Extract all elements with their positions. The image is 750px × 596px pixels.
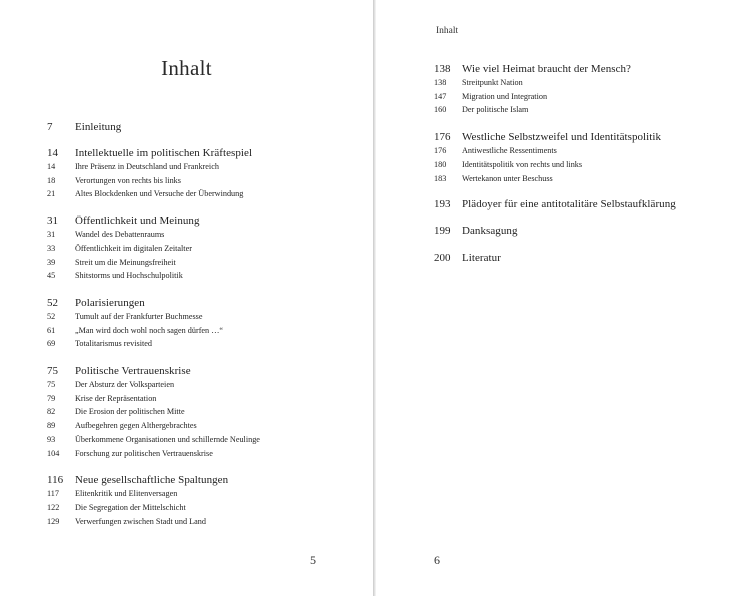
toc-chapter-title: Öffentlichkeit und Meinung — [75, 215, 200, 228]
toc-chapter-title: Westliche Selbstzweifel und Identitätspolitik — [462, 131, 662, 144]
toc-chapter-title: Plädoyer für eine antitotalitäre Selbstaufklärung — [462, 198, 676, 211]
toc-chapter-page: 138 — [434, 63, 451, 75]
toc-subentry[interactable] — [47, 242, 347, 256]
toc-subentry-page: 33 — [47, 243, 56, 253]
toc-chapter-page: 199 — [434, 225, 451, 238]
toc-section — [434, 198, 734, 211]
toc-chapter-page: 193 — [434, 198, 451, 211]
toc-section — [47, 147, 347, 201]
toc-chapter-page: 176 — [434, 131, 451, 144]
page-title: Inhalt — [161, 56, 212, 80]
toc-subentry-page: 52 — [47, 311, 56, 321]
toc-chapter-entry[interactable] — [434, 225, 734, 238]
toc-subentry-title: „Man wird doch wohl noch sagen dürfen …“ — [75, 325, 224, 335]
toc-chapter-page: 75 — [47, 365, 58, 378]
left-page — [0, 0, 373, 596]
toc-chapter-title: Neue gesellschaftliche Spaltungen — [75, 474, 229, 487]
toc-subentry-title: Totalitarismus revisited — [75, 339, 152, 349]
toc-chapter-title: Einleitung — [75, 121, 122, 133]
toc-subentry[interactable] — [47, 228, 347, 242]
toc-subentry-title: Wertekanon unter Beschuss — [462, 173, 553, 183]
toc-chapter-title: Intellektuelle im politischen Kräftespiel — [75, 147, 253, 159]
toc-subentry-page: 21 — [47, 189, 56, 199]
toc-subentry-page: 82 — [47, 407, 56, 417]
toc-subentry[interactable] — [47, 419, 347, 433]
toc-subentry-title: Streitpunkt Nation — [462, 78, 523, 87]
toc-chapter-entry[interactable] — [47, 215, 347, 228]
toc-chapter-page: 31 — [47, 215, 58, 228]
toc-subentry-page: 61 — [47, 325, 56, 335]
toc-subentry[interactable] — [47, 256, 347, 270]
toc-subentry-title: Forschung zur politischen Vertrauenskrise — [75, 448, 213, 458]
toc-right — [434, 63, 734, 265]
toc-subentry-title: Verortungen von rechts bis links — [75, 175, 181, 185]
toc-subentry-page: 45 — [47, 271, 56, 281]
toc-subentry-page: 39 — [47, 257, 56, 267]
toc-chapter-page: 116 — [47, 474, 64, 487]
toc-section — [434, 131, 734, 185]
toc-subentry-page: 14 — [47, 162, 56, 171]
toc-chapter-entry[interactable] — [434, 252, 734, 265]
toc-chapter-title: Literatur — [462, 252, 501, 265]
toc-subentry-page: 75 — [47, 380, 56, 390]
toc-subentry-title: Der politische Islam — [462, 105, 529, 115]
toc-subentry-title: Streit um die Meinungsfreiheit — [75, 257, 176, 267]
toc-chapter-entry[interactable] — [47, 147, 347, 160]
toc-subentry[interactable] — [47, 405, 347, 419]
toc-subentry[interactable] — [434, 76, 734, 90]
toc-subentry-page: 160 — [434, 105, 447, 115]
toc-section — [47, 215, 347, 283]
toc-subentry[interactable] — [47, 310, 347, 324]
toc-subentry-title: Ihre Präsenz in Deutschland und Frankreich — [75, 162, 219, 171]
toc-subentry-page: 104 — [47, 448, 60, 458]
toc-subentry-title: Identitätspolitik von rechts und links — [462, 159, 583, 169]
toc-subentry[interactable] — [47, 187, 347, 201]
toc-subentry-title: Krise der Repräsentation — [75, 393, 157, 403]
toc-subentry[interactable] — [47, 324, 347, 338]
toc-subentry-title: Der Absturz der Volksparteien — [75, 380, 175, 390]
toc-chapter-page: 200 — [434, 252, 451, 265]
toc-subentry-title: Wandel des Debattenraums — [75, 230, 165, 240]
toc-subentry-title: Shitstorms und Hochschulpolitik — [75, 271, 183, 281]
toc-chapter-page: 7 — [47, 121, 53, 133]
page-number-right: 6 — [434, 553, 440, 567]
toc-section — [434, 63, 734, 117]
toc-subentry-title: Verwerfungen zwischen Stadt und Land — [75, 516, 206, 526]
toc-section — [434, 225, 734, 238]
toc-subentry-title: Die Segregation der Mittelschicht — [75, 502, 186, 512]
toc-chapter-entry[interactable] — [434, 131, 734, 144]
toc-subentry[interactable] — [47, 447, 347, 461]
toc-chapter-entry[interactable] — [47, 365, 347, 378]
toc-chapter-entry[interactable] — [434, 63, 734, 76]
toc-subentry[interactable] — [434, 144, 734, 158]
toc-subentry-page: 129 — [47, 516, 60, 526]
toc-subentry-title: Antiwestliche Ressentiments — [462, 146, 557, 156]
toc-chapter-title: Danksagung — [462, 225, 518, 238]
toc-section — [47, 474, 347, 528]
toc-subentry-title: Aufbegehren gegen Althergebrachtes — [75, 421, 197, 431]
toc-subentry[interactable] — [47, 160, 347, 174]
toc-subentry-page: 89 — [47, 421, 56, 431]
toc-chapter-title: Politische Vertrauenskrise — [75, 365, 191, 378]
toc-chapter-entry[interactable] — [47, 297, 347, 310]
toc-subentry-page: 122 — [47, 502, 60, 512]
toc-subentry-title: Öffentlichkeit im digitalen Zeitalter — [75, 243, 192, 253]
toc-section — [47, 121, 347, 134]
toc-chapter-page: 14 — [47, 147, 58, 159]
toc-section — [47, 297, 347, 351]
toc-subentry[interactable] — [434, 158, 734, 172]
toc-subentry[interactable] — [434, 90, 734, 104]
toc-subentry-page: 117 — [47, 489, 59, 499]
toc-section — [434, 252, 734, 265]
toc-subentry[interactable] — [47, 378, 347, 392]
toc-subentry[interactable] — [47, 269, 347, 283]
toc-subentry-title: Migration und Integration — [462, 91, 548, 101]
toc-subentry-page: 138 — [434, 78, 447, 87]
toc-chapter-entry[interactable] — [47, 474, 347, 487]
toc-subentry-page: 69 — [47, 339, 56, 349]
toc-subentry[interactable] — [47, 515, 347, 529]
toc-subentry-page: 93 — [47, 434, 56, 444]
toc-subentry-page: 176 — [434, 146, 447, 156]
toc-subentry-title: Tumult auf der Frankfurter Buchmesse — [75, 311, 203, 321]
toc-subentry-title: Altes Blockdenken und Versuche der Überwindung — [75, 189, 244, 199]
toc-subentry-page: 183 — [434, 173, 447, 183]
toc-subentry[interactable] — [47, 501, 347, 515]
right-page — [376, 0, 750, 596]
toc-subentry-page: 180 — [434, 159, 447, 169]
toc-subentry-page: 147 — [434, 91, 447, 101]
toc-subentry[interactable] — [47, 487, 347, 501]
toc-subentry[interactable] — [47, 174, 347, 188]
toc-subentry-title: Überkommene Organisationen und schillernde Neulinge — [75, 434, 260, 444]
toc-section — [47, 365, 347, 460]
toc-chapter-title: Wie viel Heimat braucht der Mensch? — [462, 63, 631, 75]
toc-subentry-page: 31 — [47, 230, 56, 240]
toc-subentry-title: Elitenkritik und Elitenversagen — [75, 489, 178, 499]
toc-subentry[interactable] — [47, 433, 347, 447]
running-head: Inhalt — [436, 26, 459, 36]
toc-subentry[interactable] — [47, 337, 347, 351]
toc-subentry[interactable] — [47, 392, 347, 406]
toc-subentry-title: Die Erosion der politischen Mitte — [75, 407, 185, 417]
page-number-left: 5 — [310, 553, 316, 567]
toc-subentry-page: 79 — [47, 393, 56, 403]
toc-subentry-page: 18 — [47, 175, 56, 185]
toc-chapter-entry[interactable] — [47, 121, 347, 134]
toc-chapter-title: Polarisierungen — [75, 296, 145, 309]
toc-subentry[interactable] — [434, 103, 734, 117]
toc-left — [47, 121, 347, 528]
toc-chapter-entry[interactable] — [434, 198, 734, 211]
toc-chapter-page: 52 — [47, 296, 58, 309]
toc-subentry[interactable] — [434, 172, 734, 186]
